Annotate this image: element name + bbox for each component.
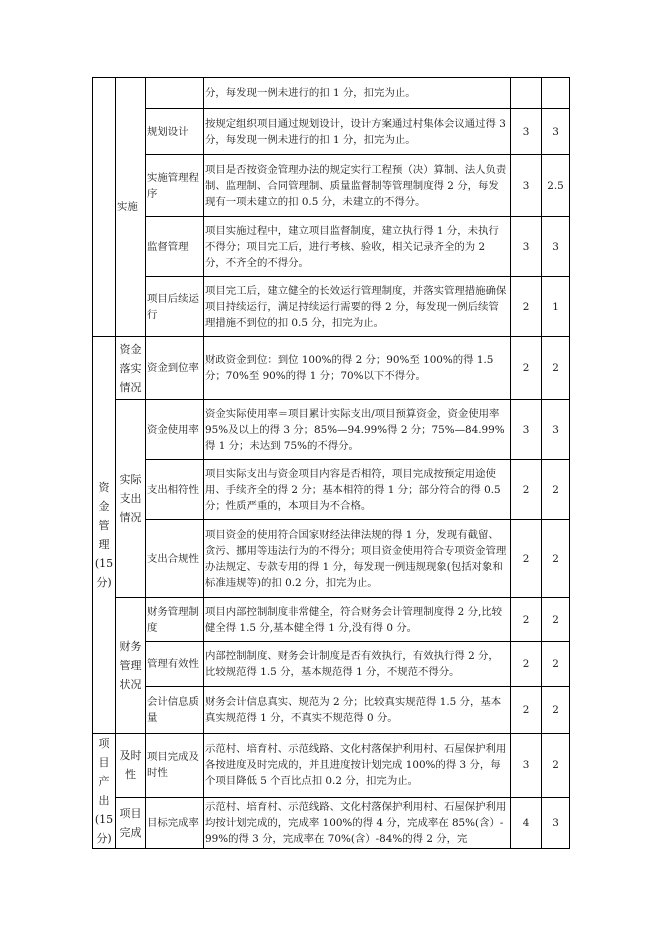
subcategory-fund-arrival: 资金 落实 情况 (116, 337, 146, 400)
table-row (93, 337, 570, 400)
item-cell: 监督管理 (146, 217, 204, 277)
max-score-cell: 4 (511, 797, 542, 848)
table-row (93, 687, 570, 734)
criteria-cell: 内部控制制度、财务会计制度是否有效执行，有效执行得 2 分，比较规范得 1.5 分，基本规范得 1 分，不规范不得分。 (204, 642, 511, 687)
item-cell: 财务管理制度 (146, 598, 204, 642)
item-cell: 实施管理程序 (146, 155, 204, 217)
score-cell: 2 (542, 642, 570, 687)
table-row (93, 217, 570, 277)
max-score-cell: 3 (511, 109, 542, 155)
criteria-cell: 项目资金的使用符合国家财经法律法规的得 1 分，发现有截留、贪污、挪用等违法行为的不得分；项目资金使用符合专项资金管理办法规定、专款专用的得 1 分，每发现一例违规现象(包括对象和标准违规等)的扣 0.2 分，扣完为止。 (204, 520, 511, 598)
item-cell: 项目后续运行 (146, 277, 204, 337)
item-cell: 目标完成率 (146, 797, 204, 848)
item-cell (146, 78, 204, 109)
max-score-cell: 2 (511, 687, 542, 734)
score-cell (542, 78, 570, 109)
evaluation-table (92, 77, 570, 849)
item-cell: 管理有效性 (146, 642, 204, 687)
criteria-cell: 项目是否按资金管理办法的规定实行工程预（决）算制、法人负责制、监理制、合同管理制、质量监督制等管理制度得 2 分，每发现有一项未建立的扣 0.5 分，未建立的不得分。 (204, 155, 511, 217)
criteria-cell: 项目内部控制制度非常健全，符合财务会计管理制度得 2 分,比较健全得 1.5 分,基本健全得 1 分,没有得 0 分。 (204, 598, 511, 642)
table-row (93, 109, 570, 155)
item-cell: 项目完成及时性 (146, 734, 204, 798)
criteria-cell: 财政资金到位：到位 100%的得 2 分；90%至 100%的得 1.5 分；70%至 90%的得 1 分；70%以下不得分。 (204, 337, 511, 400)
max-score-cell: 2 (511, 337, 542, 400)
subcategory-timeliness: 及时 性 (116, 734, 146, 798)
max-score-cell: 3 (511, 155, 542, 217)
table-row (93, 734, 570, 798)
score-cell: 3 (542, 217, 570, 277)
table-row (93, 78, 570, 109)
item-cell: 资金到位率 (146, 337, 204, 400)
criteria-cell: 示范村、培育村、示范线路、文化村落保护利用村、石屋保护利用均按计划完成的，完成率 100%的得 4 分，完成率在 85%(含）-99%的得 3 分，完成率在 70%(含）-84%的得 2 分，完 (204, 797, 511, 848)
score-cell: 3 (542, 109, 570, 155)
subcategory-financial-management: 财务 管理 状况 (116, 598, 146, 734)
criteria-cell: 项目实际支出与资金项目内容是否相符，项目完成按预定用途使用、手续齐全的得 2 分；基本相符的得 1 分；部分符合的得 0.5 分；性质严重的，本项目为不合格。 (204, 460, 511, 520)
criteria-cell: 分，每发现一例未进行的扣 1 分，扣完为止。 (204, 78, 511, 109)
subcategory-project-completion: 项目 完成 (116, 797, 146, 848)
criteria-cell: 财务会计信息真实、规范为 2 分；比较真实规范得 1.5 分，基本真实规范得 1 分，不真实不规范得 0 分。 (204, 687, 511, 734)
table-row (93, 797, 570, 848)
criteria-cell: 项目实施过程中，建立项目监督制度，建立执行得 1 分，未执行不得分；项目完工后，进行考核、验收，相关记录齐全的为 2 分，不齐全的不得分。 (204, 217, 511, 277)
max-score-cell: 2 (511, 277, 542, 337)
max-score-cell: 2 (511, 598, 542, 642)
subcategory-actual-spending: 实际 支出 情况 (116, 400, 146, 598)
item-cell: 规划设计 (146, 109, 204, 155)
table-row (93, 460, 570, 520)
score-cell: 3 (542, 797, 570, 848)
category-cell-blank (93, 78, 116, 337)
criteria-cell: 资金实际使用率＝项目累计实际支出/项目预算资金，资金使用率 95%及以上的得 3 分；85%—94.99%得 2 分；75%—84.99%得 1 分；未达到 75%的不得分。 (204, 400, 511, 460)
item-cell: 会计信息质量 (146, 687, 204, 734)
table-row (93, 598, 570, 642)
criteria-cell: 项目完工后，建立健全的长效运行管理制度，并落实管理措施确保项目持续运行，满足持续运行需要的得 2 分，每发现一例后续管理措施不到位的扣 0.5 分，扣完为止。 (204, 277, 511, 337)
item-cell: 支出合规性 (146, 520, 204, 598)
max-score-cell: 3 (511, 400, 542, 460)
max-score-cell: 2 (511, 642, 542, 687)
item-cell: 支出相符性 (146, 460, 204, 520)
score-cell: 1 (542, 277, 570, 337)
max-score-cell: 2 (511, 520, 542, 598)
score-cell: 2 (542, 337, 570, 400)
table-row (93, 520, 570, 598)
item-cell: 资金使用率 (146, 400, 204, 460)
score-cell: 2 (542, 460, 570, 520)
criteria-cell: 按规定组织项目通过规划设计，设计方案通过村集体会议通过得 3 分，每发现一例未进行的扣 1 分，扣完为止。 (204, 109, 511, 155)
score-cell: 2.5 (542, 155, 570, 217)
max-score-cell: 2 (511, 460, 542, 520)
criteria-cell: 示范村、培育村、示范线路、文化村落保护利用村、石屋保护利用各按进度及时完成的，并且进度按计划完成 100%的得 3 分，每个项目降低 5 个百比点扣 0.2 分，扣完为止。 (204, 734, 511, 798)
subcategory-implementation: 实施 (116, 78, 146, 337)
score-cell: 2 (542, 520, 570, 598)
table-row (93, 277, 570, 337)
table-row (93, 400, 570, 460)
score-cell: 2 (542, 598, 570, 642)
max-score-cell: 3 (511, 734, 542, 798)
score-cell: 2 (542, 734, 570, 798)
max-score-cell: 3 (511, 217, 542, 277)
table-row (93, 155, 570, 217)
score-cell: 3 (542, 400, 570, 460)
category-project-output: 项 目 产 出 (15 分) (93, 734, 116, 849)
max-score-cell (511, 78, 542, 109)
score-cell: 2 (542, 687, 570, 734)
table-row (93, 642, 570, 687)
category-fund-management: 资 金 管 理 (15 分) (93, 337, 116, 734)
